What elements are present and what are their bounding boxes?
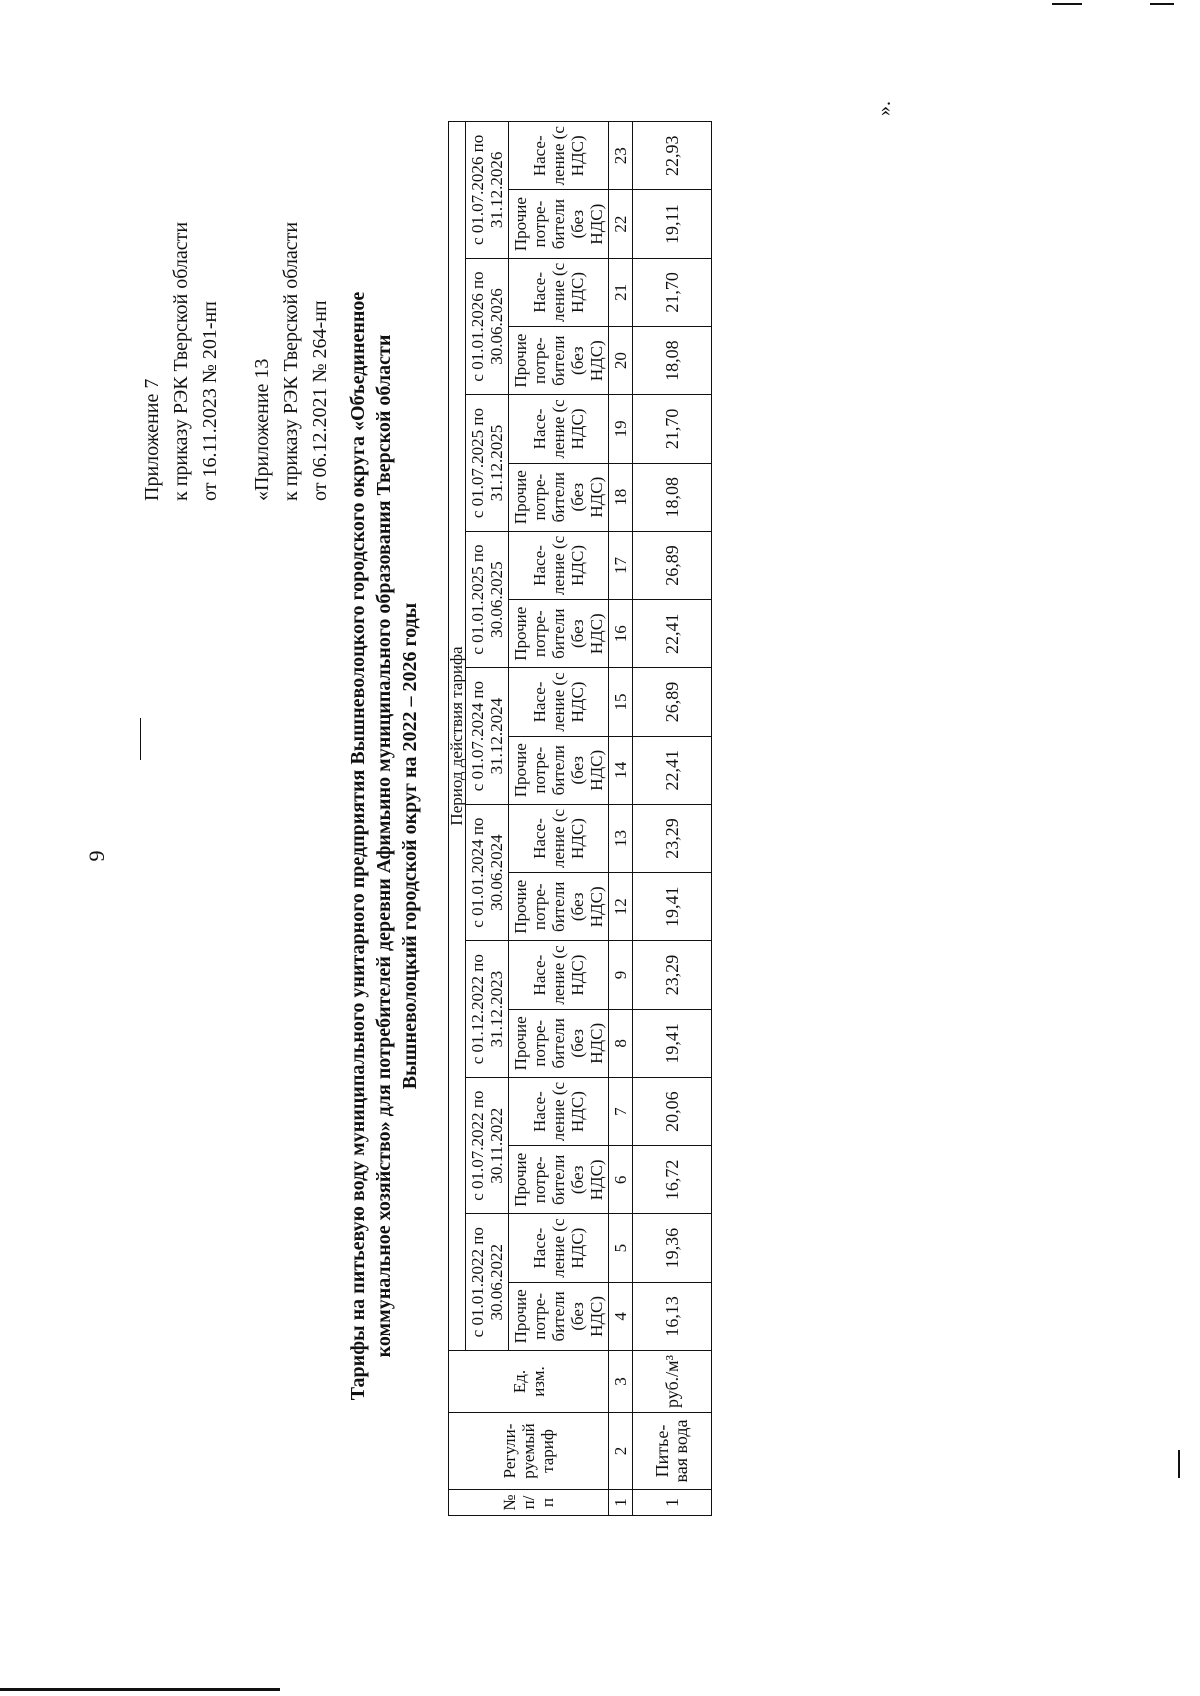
tariff-value: 18,08 xyxy=(633,463,712,531)
column-number: 12 xyxy=(609,873,633,941)
consumer-population-cell: Насе-ление (с НДС) xyxy=(509,122,609,190)
tariff-value: 23,29 xyxy=(633,804,712,872)
period-cell: с 01.01.2026 по 30.06.2026 xyxy=(466,258,509,395)
period-cell: с 01.01.2025 по 30.06.2025 xyxy=(466,531,509,668)
column-number: 20 xyxy=(609,327,633,395)
tariff-value: 21,70 xyxy=(633,258,712,326)
appendix-new-line3: от 16.11.2023 № 201-нп xyxy=(199,301,221,501)
header-row-1 xyxy=(449,122,466,1516)
column-number: 15 xyxy=(609,668,633,736)
column-number: 13 xyxy=(609,804,633,872)
tariff-value: 16,13 xyxy=(633,1282,712,1350)
consumer-population-cell: Насе-ление (с НДС) xyxy=(509,258,609,326)
consumer-population-cell: Насе-ление (с НДС) xyxy=(509,941,609,1009)
tariff-value: 23,29 xyxy=(633,941,712,1009)
tariff-value: 19,41 xyxy=(633,873,712,941)
tariff-value: 26,89 xyxy=(633,668,712,736)
column-number: 4 xyxy=(609,1282,633,1350)
consumer-other-cell: Прочие потре-бители (без НДС) xyxy=(509,1009,609,1077)
period-cell: с 01.07.2024 по 31.12.2024 xyxy=(466,668,509,805)
appendix-old-line2: к приказу РЭК Тверской области xyxy=(280,221,302,501)
period-cell: с 01.01.2022 по 30.06.2022 xyxy=(466,1214,509,1351)
scan-mark-top-right-1 xyxy=(1052,3,1082,5)
column-number: 22 xyxy=(609,190,633,258)
tariff-table xyxy=(448,121,712,1516)
row-num: 1 xyxy=(633,1490,712,1516)
appendix-new-line1: Приложение 7 xyxy=(141,378,163,501)
tariff-value: 22,93 xyxy=(633,122,712,190)
column-number-row xyxy=(609,122,633,1516)
period-cell: с 01.01.2024 по 30.06.2024 xyxy=(466,804,509,941)
tariff-value: 22,41 xyxy=(633,736,712,804)
consumer-other-cell: Прочие потре-бители (без НДС) xyxy=(509,600,609,668)
appendix-old-reference xyxy=(248,222,335,501)
closing-quote: ». xyxy=(873,101,895,116)
title-line1: Тарифы на питьевую воду муниципального унитарного предприятия Вышневолоцкого городского округа «Объединенное xyxy=(347,291,369,1401)
consumer-other-cell: Прочие потре-бители (без НДС) xyxy=(509,1146,609,1214)
scan-mark-top-right-2 xyxy=(1150,3,1174,5)
column-number: 21 xyxy=(609,258,633,326)
consumer-population-cell: Насе-ление (с НДС) xyxy=(509,804,609,872)
consumer-other-cell: Прочие потре-бители (без НДС) xyxy=(509,1282,609,1350)
tariff-value: 19,41 xyxy=(633,1009,712,1077)
column-number: 19 xyxy=(609,395,633,463)
tariff-value: 20,06 xyxy=(633,1077,712,1145)
consumer-population-cell: Насе-ление (с НДС) xyxy=(509,395,609,463)
consumer-population-cell: Насе-ление (с НДС) xyxy=(509,668,609,736)
column-number: 9 xyxy=(609,941,633,1009)
column-number: 1 xyxy=(609,1490,633,1516)
column-number: 17 xyxy=(609,531,633,599)
appendix-new-reference xyxy=(138,222,225,501)
consumer-other-cell: Прочие потре-бители (без НДС) xyxy=(509,463,609,531)
consumer-other-cell: Прочие потре-бители (без НДС) xyxy=(509,736,609,804)
table-row xyxy=(633,122,712,1516)
column-number: 16 xyxy=(609,600,633,668)
period-cell: с 01.07.2022 по 30.11.2022 xyxy=(466,1077,509,1214)
column-number: 3 xyxy=(609,1351,633,1413)
appendix-new-line2: к приказу РЭК Тверской области xyxy=(170,221,192,501)
column-number: 23 xyxy=(609,122,633,190)
header-unit: Ед. изм. xyxy=(449,1351,609,1413)
header-period: Период действия тарифа xyxy=(449,122,466,1351)
consumer-population-cell: Насе-ление (с НДС) xyxy=(509,531,609,599)
column-number: 5 xyxy=(609,1214,633,1282)
tariff-value: 19,36 xyxy=(633,1214,712,1282)
column-number: 2 xyxy=(609,1413,633,1490)
period-cell: с 01.07.2025 по 31.12.2025 xyxy=(466,395,509,532)
tariff-value: 26,89 xyxy=(633,531,712,599)
tariff-value: 22,41 xyxy=(633,600,712,668)
consumer-population-cell: Насе-ление (с НДС) xyxy=(509,1214,609,1282)
tariff-value: 19,11 xyxy=(633,190,712,258)
appendix-old-line3: от 06.12.2021 № 264-нп xyxy=(309,300,331,501)
consumer-other-cell: Прочие потре-бители (без НДС) xyxy=(509,327,609,395)
document-title xyxy=(345,106,423,1586)
header-tariff: Регули-руемый тариф xyxy=(449,1413,609,1490)
page-number: 9 xyxy=(84,850,109,862)
rotated-content xyxy=(120,0,920,1696)
header-num: № п/п xyxy=(449,1490,609,1516)
column-number: 14 xyxy=(609,736,633,804)
appendix-old-line1: «Приложение 13 xyxy=(251,358,273,501)
consumer-other-cell: Прочие потре-бители (без НДС) xyxy=(509,873,609,941)
column-number: 8 xyxy=(609,1009,633,1077)
consumer-other-cell: Прочие потре-бители (без НДС) xyxy=(509,190,609,258)
tariff-value: 16,72 xyxy=(633,1146,712,1214)
title-line2: коммунальное хозяйство» для потребителей деревни Афимьино муниципального образования Тверской области xyxy=(373,334,395,1358)
tariff-value: 18,08 xyxy=(633,327,712,395)
period-cell: с 01.07.2026 по 31.12.2026 xyxy=(466,122,509,259)
column-number: 7 xyxy=(609,1077,633,1145)
period-cell: с 01.12.2022 по 31.12.2023 xyxy=(466,941,509,1078)
tariff-value: 21,70 xyxy=(633,395,712,463)
scan-mark-bottom-right xyxy=(1178,1450,1180,1478)
row-unit: руб./м³ xyxy=(633,1351,712,1413)
header-row-consumers xyxy=(509,122,609,1516)
column-number: 18 xyxy=(609,463,633,531)
row-tariff: Питье-вая вода xyxy=(633,1413,712,1490)
column-number: 6 xyxy=(609,1146,633,1214)
header-row-periods xyxy=(466,122,509,1516)
title-line3: Вышневолоцкий городской округ на 2022 – 2026 годы xyxy=(399,602,421,1090)
consumer-population-cell: Насе-ление (с НДС) xyxy=(509,1077,609,1145)
